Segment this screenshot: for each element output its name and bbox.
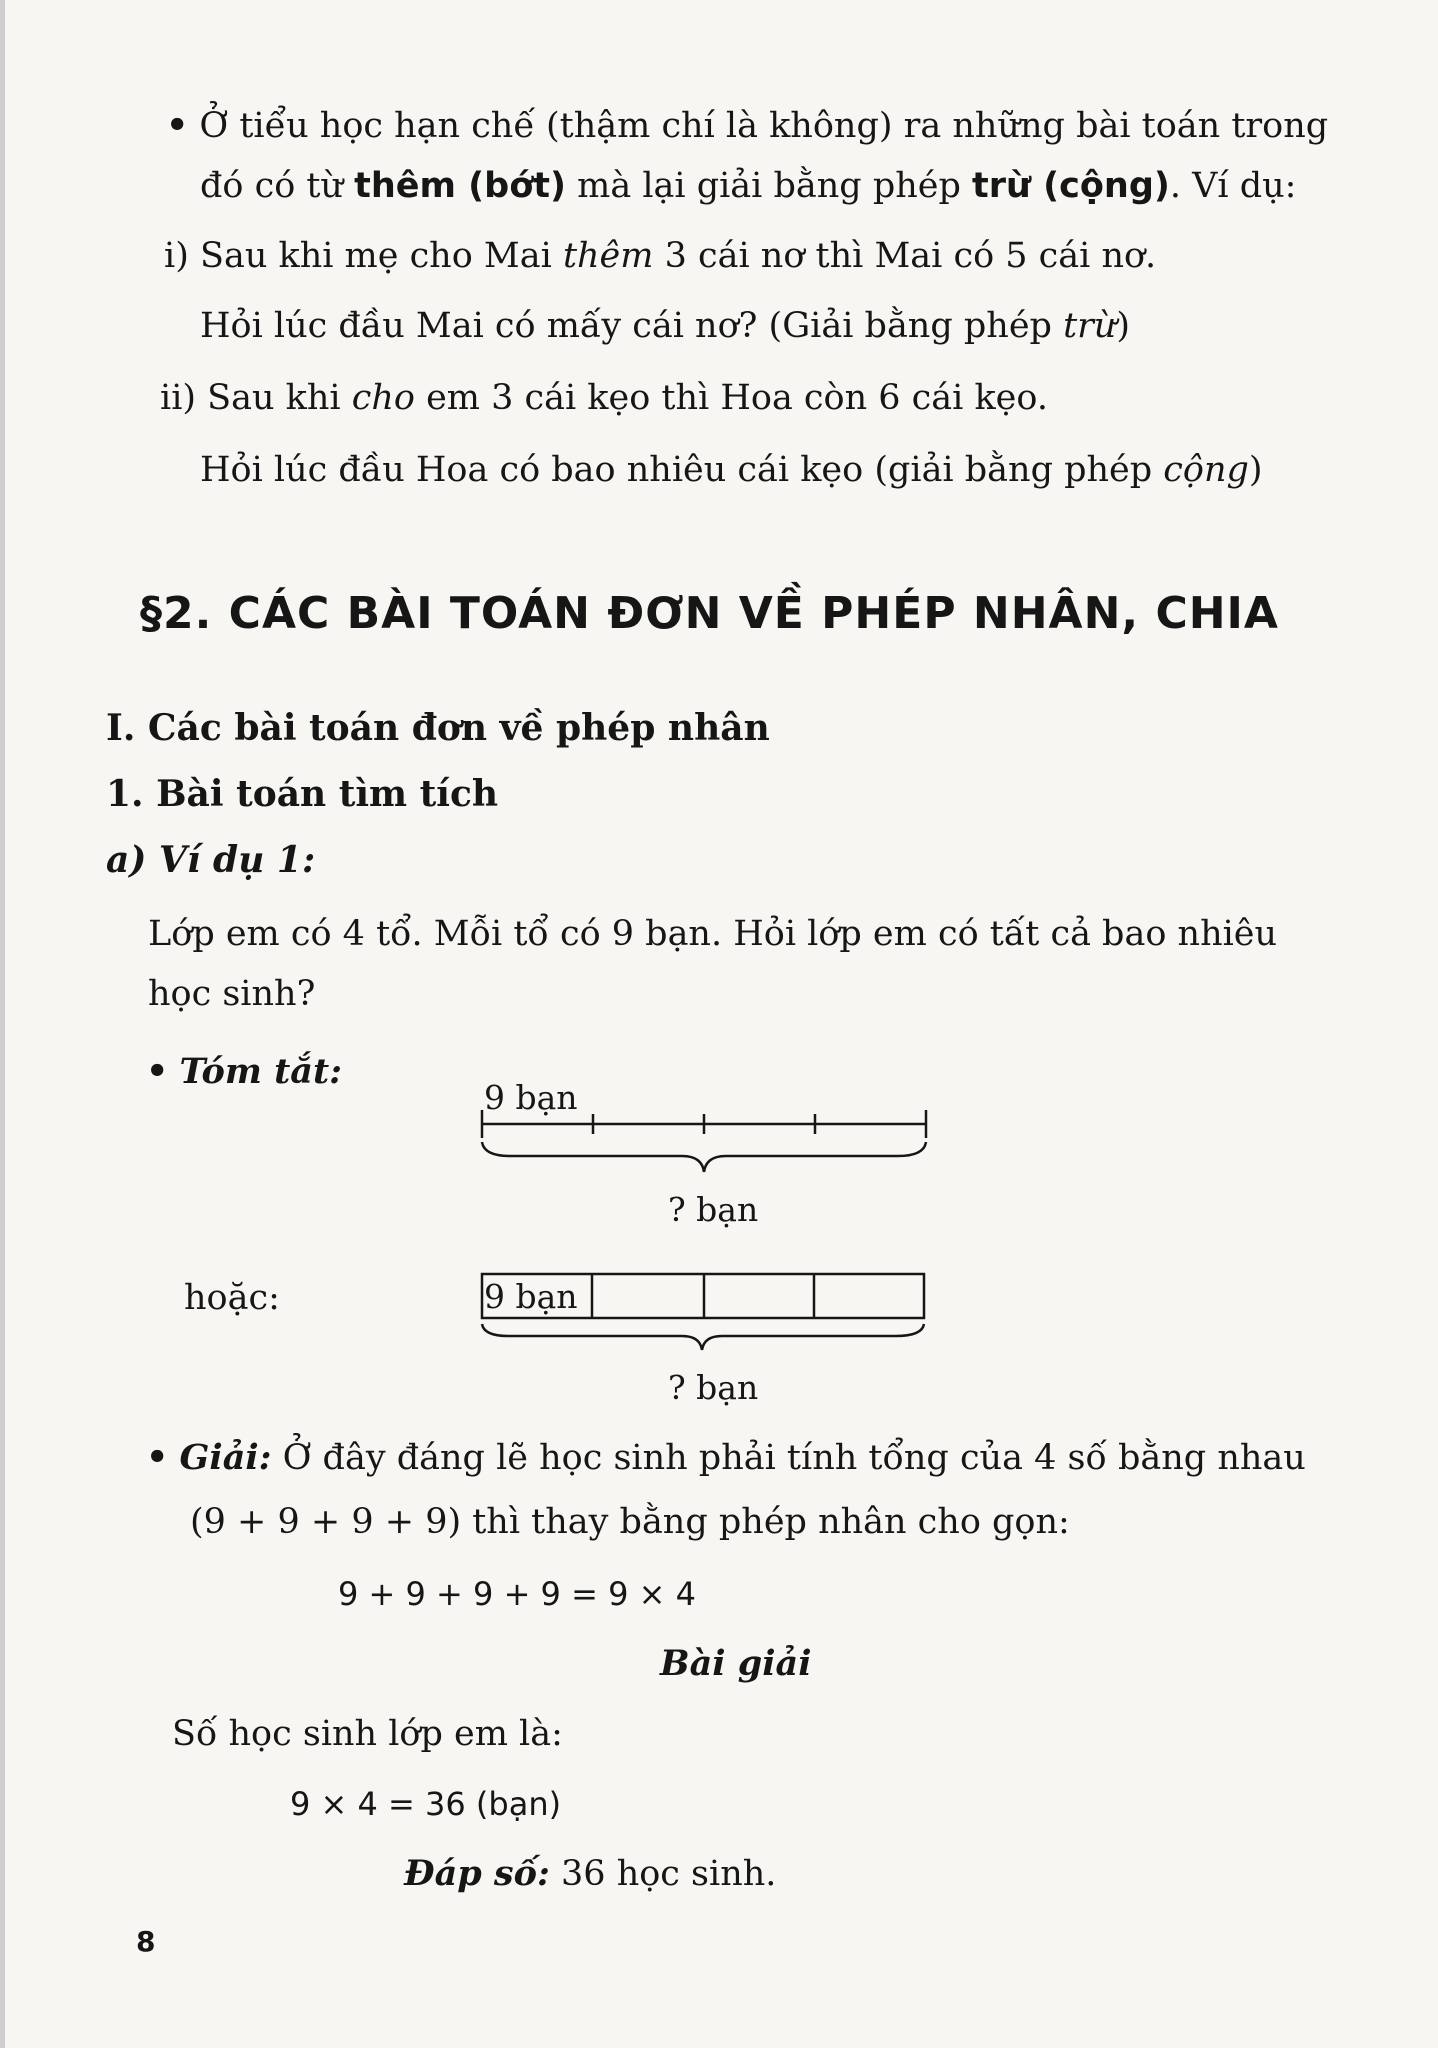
example-2-question: Hỏi lúc đầu Hoa có bao nhiêu cái kẹo (giải bằng phép cộng) <box>200 450 1263 490</box>
solution-label: Giải: <box>179 1437 272 1478</box>
example-2: ii) Sau khi cho em 3 cái kẹo thì Hoa còn 6 cái kẹo. <box>160 378 1048 418</box>
problem-line-2: học sinh? <box>148 974 316 1014</box>
solution-line-1: • Giải: Ở đây đáng lẽ học sinh phải tính tổng của 4 số bằng nhau <box>146 1437 1306 1478</box>
page-edge <box>0 0 5 2048</box>
answer-value: 36 học sinh. <box>549 1854 777 1894</box>
intro-text-1: Ở tiểu học hạn chế (thậm chí là không) ra những bài toán trong <box>199 106 1329 146</box>
or-label: hoặc: <box>184 1278 280 1318</box>
answer-line <box>404 1852 776 1896</box>
line-segment-diagram <box>470 1104 940 1194</box>
diagram-1-segment-label: 9 bạn <box>484 1078 578 1117</box>
answer-label: Đáp số: <box>404 1853 550 1894</box>
diagram-1-total-label: ? bạn <box>668 1190 759 1229</box>
diagram-2-segment-label: 9 bạn <box>484 1277 578 1316</box>
total-brace <box>482 1324 924 1350</box>
page-number: 8 <box>136 1925 156 1958</box>
intro-line-1 <box>166 104 1328 148</box>
intro-line-2: đó có từ thêm (bớt) mà lại giải bằng phép trừ (cộng). Ví dụ: <box>200 166 1297 206</box>
keyword-tru-cong: trừ (cộng) <box>972 166 1170 206</box>
example-1-question: Hỏi lúc đầu Mai có mấy cái nơ? (Giải bằng phép trừ) <box>200 306 1131 346</box>
bullet-icon: • <box>146 1051 169 1092</box>
solution-calculation: 9 × 4 = 36 (bạn) <box>290 1785 562 1823</box>
total-brace <box>482 1142 926 1172</box>
bullet-icon: • <box>166 105 189 146</box>
problem-type-heading: 1. Bài toán tìm tích <box>106 773 499 815</box>
diagram-2-total-label: ? bạn <box>668 1368 759 1407</box>
section-title: §2. CÁC BÀI TOÁN ĐƠN VỀ PHÉP NHÂN, CHIA <box>140 588 1279 639</box>
sum-equation: 9 + 9 + 9 + 9 = 9 × 4 <box>338 1575 696 1613</box>
solution-line-2: (9 + 9 + 9 + 9) thì thay bằng phép nhân cho gọn: <box>190 1502 1070 1542</box>
subsection-heading: I. Các bài toán đơn về phép nhân <box>106 707 770 749</box>
summary-label-line <box>146 1050 342 1094</box>
example-label: a) Ví dụ 1: <box>106 839 316 881</box>
keyword-them-bot: thêm (bớt) <box>354 166 567 206</box>
solution-statement: Số học sinh lớp em là: <box>172 1714 563 1754</box>
example-1: i) Sau khi mẹ cho Mai thêm 3 cái nơ thì Mai có 5 cái nơ. <box>164 236 1157 276</box>
bullet-icon: • <box>146 1437 169 1478</box>
summary-label: Tóm tắt: <box>179 1051 343 1092</box>
problem-line-1: Lớp em có 4 tổ. Mỗi tổ có 9 bạn. Hỏi lớp em có tất cả bao nhiêu <box>148 914 1278 954</box>
solution-heading: Bài giải <box>660 1643 812 1684</box>
